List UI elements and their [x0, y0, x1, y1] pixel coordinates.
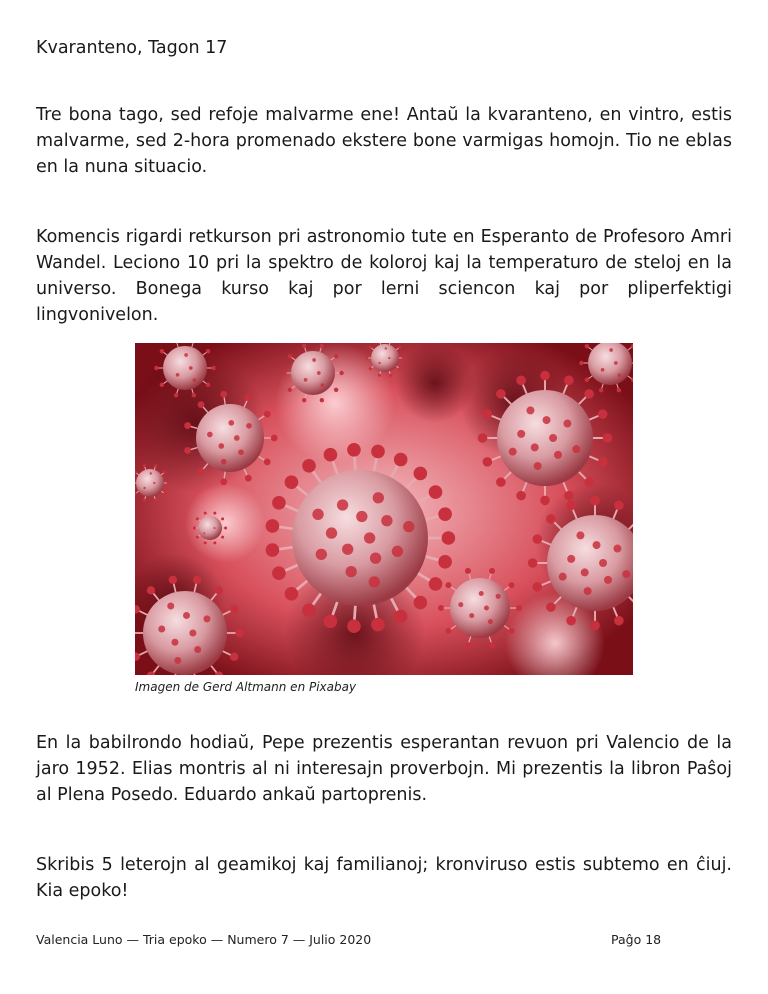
paragraph-4: Skribis 5 leterojn al geamikoj kaj familianoj; kronviruso estis subtemo en ĉiuj. Kia epoko!: [36, 855, 732, 901]
paragraph-1: Tre bona tago, sed refoje malvarme ene! Antaŭ la kvaranteno, en vintro, estis malvarme, sed 2-hora promenado ekstere bone varmigas homojn. Tio ne eblas en la nuna situacio.: [36, 105, 732, 177]
footer-publication: Valencia Luno — Tria epoko — Numero 7 — Julio 2020: [36, 932, 372, 947]
image-caption: Imagen de Gerd Altmann en Pixabay: [135, 680, 357, 694]
page-title: Kvaranteno, Tagon 17: [36, 38, 228, 58]
virus-particle: [478, 371, 612, 505]
paragraph-2: Komencis rigardi retkurson pri astronomio tute en Esperanto de Profesoro Amri Wandel. Leciono 10 pri la spektro de koloroj kaj la temperaturo de steloj en la universo. Bonega kurso kaj por lerni sciencon kaj por pliperfektigi lingvonivelon.: [36, 227, 732, 325]
coronavirus-image: [135, 343, 633, 675]
paragraph-3: En la babilrondo hodiaŭ, Pepe prezentis esperantan revuon pri Valencio de la jaro 1952. Elias montris al ni interesajn proverbojn. Mi prezentis la libron Paŝoj al Plena Posedo. Eduardo ankaŭ partoprenis.: [36, 733, 732, 805]
footer-page-number: Paĝo 18: [611, 932, 662, 947]
